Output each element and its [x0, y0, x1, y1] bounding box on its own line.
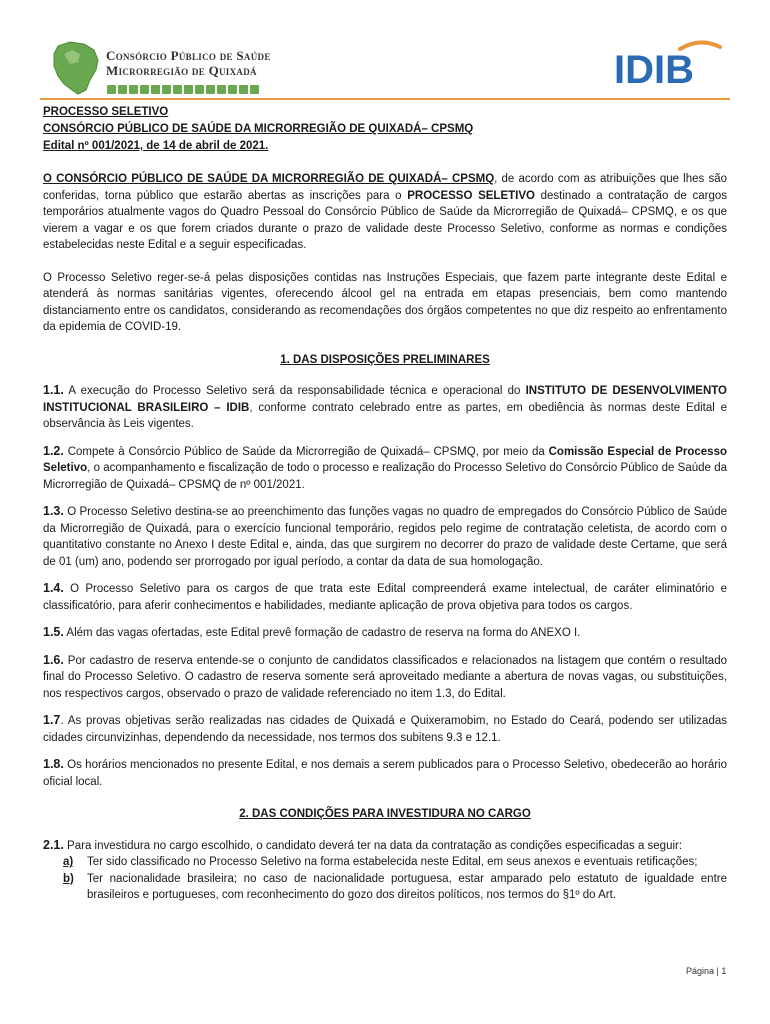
page-number: Página | 1	[686, 966, 727, 976]
item-number: 1.6.	[43, 652, 64, 667]
item-text: O Processo Seletivo destina-se ao preenchimento das funções vagas no quadro de empregados do Consórcio Público de Saúde da Microrregião de Quixadá, para o exercício funcional temporário, regidos pelo regime de contratação celetista, de acordo com o quantitativo constante no Anexo I deste Edital e, ainda, das que surgirem no decorrer do prazo de validade deste Certame, que será de 01 (um) ano, podendo ser prorrogado por igual período, a contar da data de sua homologação.	[43, 506, 727, 568]
consorcio-logo	[50, 40, 280, 100]
item-number: 2.1.	[43, 837, 64, 852]
idib-wordmark: IDIB	[614, 48, 694, 92]
item-text: Além das vagas ofertadas, este Edital prevê formação de cadastro de reserva na forma do ANEXO I.	[63, 627, 581, 639]
item-text: . As provas objetivas serão realizadas nas cidades de Quixadá e Quixeramobim, no Estado do Ceará, podendo ser utilizadas cidades circunvizinhas, dependendo da necessidade, nos termos dos subitens 9.3 e 12.1.	[43, 715, 727, 744]
item-text: O Processo Seletivo para os cargos de que trata este Edital compreenderá exame intelectual, de caráter eliminatório e classificatório, para aferir conhecimentos e habilidades, mediante aplicação de prova objetiva para todos os cargos.	[43, 583, 727, 612]
document-body	[43, 100, 727, 904]
intro-entity: O CONSÓRCIO PÚBLICO DE SAÚDE DA MICRORREGIÃO DE QUIXADÁ– CPSMQ	[43, 173, 495, 185]
intro-paragraph-1	[43, 171, 727, 254]
sub-item-text: Ter sido classificado no Processo Seletivo na forma estabelecida neste Edital, em seus anexos e eventuais retificações;	[87, 856, 698, 868]
sub-item-b	[63, 871, 727, 904]
item-1-2	[43, 443, 727, 494]
idib-logo	[608, 35, 728, 95]
ceara-map-icon	[50, 40, 102, 96]
item-number: 1.4.	[43, 581, 64, 595]
item-text: Para investidura no cargo escolhido, o candidato deverá ter na data da contratação as condições especificadas a seguir:	[63, 839, 683, 852]
section-2-title: 2. DAS CONDIÇÕES PARA INVESTIDURA NO CARGO	[239, 808, 531, 820]
item-number: 1.8.	[43, 757, 64, 771]
sub-item-label: b)	[63, 872, 74, 885]
sub-item-a	[63, 854, 727, 871]
intro-text-a: , de acordo com as atribuições que lhes são conferidas, torna público que estarão abertas as inscrições para o	[43, 173, 727, 202]
item-text: , conforme contrato celebrado entre as partes, em obediência às normas deste Edital e observância às Leis vigentes.	[43, 401, 727, 430]
item-bold: INSTITUTO DE DESENVOLVIMENTO INSTITUCIONAL BRASILEIRO – IDIB	[43, 385, 728, 414]
item-text: , o acompanhamento e fiscalização de todo o processo e realização do Processo Seletivo do Consórcio Público de Saúde da Microrregião de Quixadá– CPSMQ de nº 001/2021.	[43, 462, 727, 491]
item-text: Compete à Consórcio Público de Saúde da Microrregião de Quixadá– CPSMQ, por meio da	[63, 445, 549, 458]
document-title	[43, 104, 727, 155]
consorcio-bar	[107, 85, 259, 94]
item-text: Por cadastro de reserva entende-se o conjunto de candidatos classificados e relacionados na listagem que contém o resultado final do Processo Seletivo. O cadastro de reserva somente será aproveitado mediante a abertura de novas vagas, ou substituições, nos respectivos cargos, observado o prazo de validade referenciado no item 1.3, do Edital.	[43, 654, 727, 700]
intro-text-b: destinado a contratação de cargos temporários atualmente vagos do Quadro Pessoal do Consórcio Público de Saúde da Microrregião de Quixadá– CPSMQ, e os que vierem a vagar e os que forem criados durante o prazo de validade deste Processo Seletivo, conforme as normas e condições estabelecidas neste Edital e a seguir especificadas.	[43, 189, 728, 251]
intro-process: PROCESSO SELETIVO	[407, 189, 535, 202]
consorcio-name	[106, 48, 271, 78]
page-header	[0, 30, 770, 100]
item-1-7	[43, 712, 727, 746]
section-1-title: 1. DAS DISPOSIÇÕES PRELIMINARES	[280, 353, 490, 366]
title-line-2: CONSÓRCIO PÚBLICO DE SAÚDE DA MICRORREGIÃO DE QUIXADÁ– CPSMQ	[43, 123, 474, 135]
item-number: 1.7	[43, 713, 61, 727]
item-number: 1.3.	[43, 504, 64, 518]
intro-paragraph-2: O Processo Seletivo reger-se-á pelas disposições contidas nas Instruções Especiais, que fazem parte integrante deste Edital e atenderá às normas sanitárias vigentes, oferecendo álcool gel na entrada em etapas presenciais, bem como mantendo distanciamento entre os candidatos, considerando as recomendações dos órgãos competentes no que diz respeito ao enfrentamento da epidemia de COVID-19.	[43, 271, 727, 333]
item-2-1	[43, 837, 727, 855]
title-line-3: Edital nº 001/2021, de 14 de abril de 2021.	[43, 140, 269, 152]
sub-item-text: Ter nacionalidade brasileira; no caso de nacionalidade portuguesa, estar amparado pelo estatuto de igualdade entre brasileiros e portugueses, com reconhecimento do gozo dos direitos políticos, nos termos do §1º do Art.	[87, 872, 727, 901]
item-1-1	[43, 382, 727, 433]
consorcio-name-line1: Consórcio Público de Saúde	[106, 48, 271, 63]
item-1-3	[43, 503, 727, 570]
item-1-8	[43, 756, 727, 790]
item-1-6	[43, 652, 727, 703]
item-1-5	[43, 624, 727, 642]
item-number: 1.1.	[43, 383, 64, 397]
item-number: 1.5.	[43, 625, 64, 639]
item-bold: Comissão Especial de Processo Seletivo	[43, 445, 727, 474]
sub-item-label: a)	[63, 856, 74, 868]
item-text: Os horários mencionados no presente Edital, e nos demais a serem publicados para o Processo Seletivo, obedecerão ao horário oficial local.	[43, 759, 727, 788]
item-text: A execução do Processo Seletivo será da responsabilidade técnica e operacional do	[63, 385, 526, 397]
title-line-1: PROCESSO SELETIVO	[43, 106, 169, 118]
consorcio-name-line2: Microrregião de Quixadá	[106, 63, 257, 78]
item-number: 1.2.	[43, 443, 64, 458]
item-1-4	[43, 580, 727, 614]
